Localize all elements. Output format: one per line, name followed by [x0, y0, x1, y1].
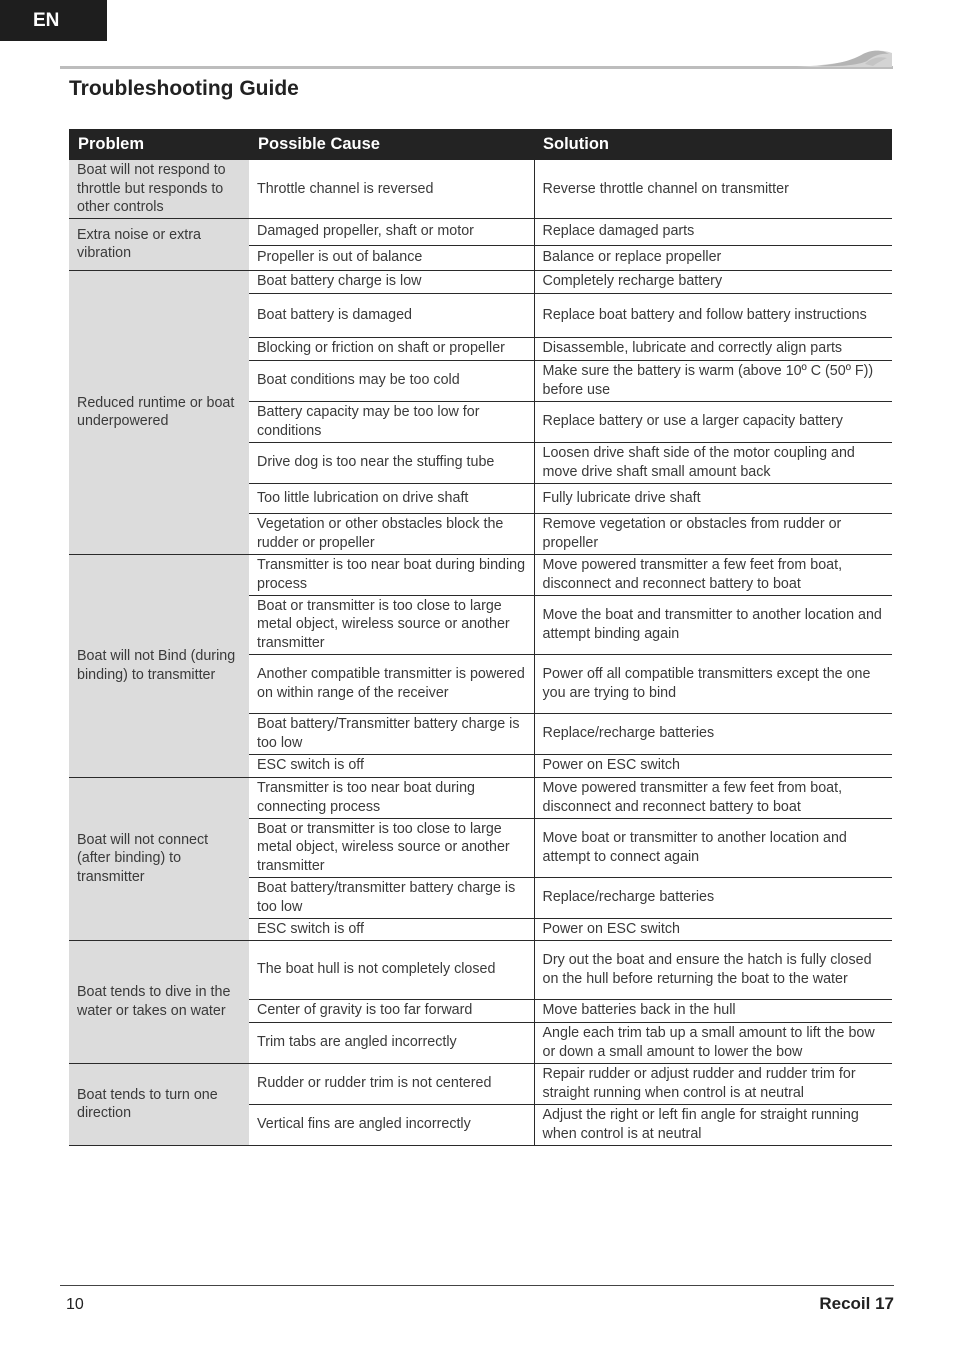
solution-cell: Reverse throttle channel on transmitter	[534, 160, 892, 218]
cause-cell: Boat conditions may be too cold	[249, 360, 534, 401]
solution-cell: Remove vegetation or obstacles from rudder or propeller	[534, 513, 892, 554]
cause-cell: Vertical fins are angled incorrectly	[249, 1104, 534, 1145]
footer-rule	[60, 1285, 894, 1286]
solution-cell: Power off all compatible transmitters except the one you are trying to bind	[534, 654, 892, 713]
cause-cell: Boat battery charge is low	[249, 270, 534, 293]
cause-cell: Drive dog is too near the stuffing tube	[249, 442, 534, 483]
cause-cell: Boat battery/transmitter battery charge is too low	[249, 877, 534, 918]
solution-cell: Replace damaged parts	[534, 218, 892, 245]
solution-cell: Move boat or transmitter to another location and attempt to connect again	[534, 818, 892, 877]
cause-cell: Another compatible transmitter is powered on within range of the receiver	[249, 654, 534, 713]
solution-cell: Make sure the battery is warm (above 10º C (50º F)) before use	[534, 360, 892, 401]
table-header-row	[69, 129, 892, 160]
cause-cell: ESC switch is off	[249, 918, 534, 940]
cause-cell: Throttle channel is reversed	[249, 160, 534, 218]
cause-cell: Battery capacity may be too low for conditions	[249, 401, 534, 442]
page-title: Troubleshooting Guide	[69, 77, 299, 100]
solution-cell: Power on ESC switch	[534, 754, 892, 777]
solution-cell: Completely recharge battery	[534, 270, 892, 293]
troubleshooting-table	[69, 129, 892, 1146]
cause-cell: Rudder or rudder trim is not centered	[249, 1063, 534, 1104]
solution-cell: Adjust the right or left fin angle for straight running when control is at neutral	[534, 1104, 892, 1145]
solution-cell: Move powered transmitter a few feet from boat, disconnect and reconnect battery to boat	[534, 777, 892, 818]
cause-cell: Transmitter is too near boat during binding process	[249, 554, 534, 595]
solution-cell: Replace/recharge batteries	[534, 713, 892, 754]
cause-cell: Boat or transmitter is too close to large metal object, wireless source or another transmitter	[249, 595, 534, 654]
solution-cell: Move the boat and transmitter to another location and attempt binding again	[534, 595, 892, 654]
cause-cell: Boat or transmitter is too close to large metal object, wireless source or another transmitter	[249, 818, 534, 877]
wave-logo-icon	[795, 44, 893, 70]
solution-cell: Repair rudder or adjust rudder and rudder trim for straight running when control is at neutral	[534, 1063, 892, 1104]
problem-cell: Boat will not Bind (during binding) to transmitter	[69, 554, 249, 777]
problem-cell: Boat will not respond to throttle but responds to other controls	[69, 160, 249, 218]
problem-cell: Boat tends to dive in the water or takes on water	[69, 940, 249, 1063]
cause-cell: Trim tabs are angled incorrectly	[249, 1022, 534, 1063]
page-number: 10	[66, 1296, 84, 1313]
cause-cell: Vegetation or other obstacles block the rudder or propeller	[249, 513, 534, 554]
solution-cell: Balance or replace propeller	[534, 245, 892, 270]
table-row	[69, 554, 892, 595]
solution-cell: Move batteries back in the hull	[534, 999, 892, 1022]
solution-cell: Power on ESC switch	[534, 918, 892, 940]
solution-cell: Replace/recharge batteries	[534, 877, 892, 918]
problem-cell: Boat will not connect (after binding) to transmitter	[69, 777, 249, 940]
footer-product-name: Recoil 17	[819, 1294, 894, 1313]
problem-cell: Extra noise or extra vibration	[69, 218, 249, 270]
column-header-cause: Possible Cause	[249, 129, 534, 160]
cause-cell: Center of gravity is too far forward	[249, 999, 534, 1022]
table-row	[69, 940, 892, 999]
solution-cell: Fully lubricate drive shaft	[534, 483, 892, 513]
cause-cell: The boat hull is not completely closed	[249, 940, 534, 999]
cause-cell: Propeller is out of balance	[249, 245, 534, 270]
header-rule	[60, 66, 893, 69]
table-row	[69, 218, 892, 245]
column-header-problem: Problem	[69, 129, 249, 160]
solution-cell: Replace boat battery and follow battery instructions	[534, 293, 892, 337]
problem-cell: Reduced runtime or boat underpowered	[69, 270, 249, 554]
cause-cell: Boat battery/Transmitter battery charge is too low	[249, 713, 534, 754]
solution-cell: Dry out the boat and ensure the hatch is fully closed on the hull before returning the boat to the water	[534, 940, 892, 999]
solution-cell: Loosen drive shaft side of the motor coupling and move drive shaft small amount back	[534, 442, 892, 483]
solution-cell: Angle each trim tab up a small amount to lift the bow or down a small amount to lower the bow	[534, 1022, 892, 1063]
cause-cell: Damaged propeller, shaft or motor	[249, 218, 534, 245]
cause-cell: Blocking or friction on shaft or propeller	[249, 337, 534, 360]
cause-cell: ESC switch is off	[249, 754, 534, 777]
table-row	[69, 270, 892, 293]
language-tab: EN	[0, 0, 107, 41]
table-row	[69, 1063, 892, 1104]
cause-cell: Transmitter is too near boat during connecting process	[249, 777, 534, 818]
column-header-solution: Solution	[534, 129, 892, 160]
table-row	[69, 777, 892, 818]
problem-cell: Boat tends to turn one direction	[69, 1063, 249, 1145]
solution-cell: Move powered transmitter a few feet from boat, disconnect and reconnect battery to boat	[534, 554, 892, 595]
table-row	[69, 160, 892, 218]
solution-cell: Disassemble, lubricate and correctly align parts	[534, 337, 892, 360]
cause-cell: Boat battery is damaged	[249, 293, 534, 337]
cause-cell: Too little lubrication on drive shaft	[249, 483, 534, 513]
solution-cell: Replace battery or use a larger capacity battery	[534, 401, 892, 442]
